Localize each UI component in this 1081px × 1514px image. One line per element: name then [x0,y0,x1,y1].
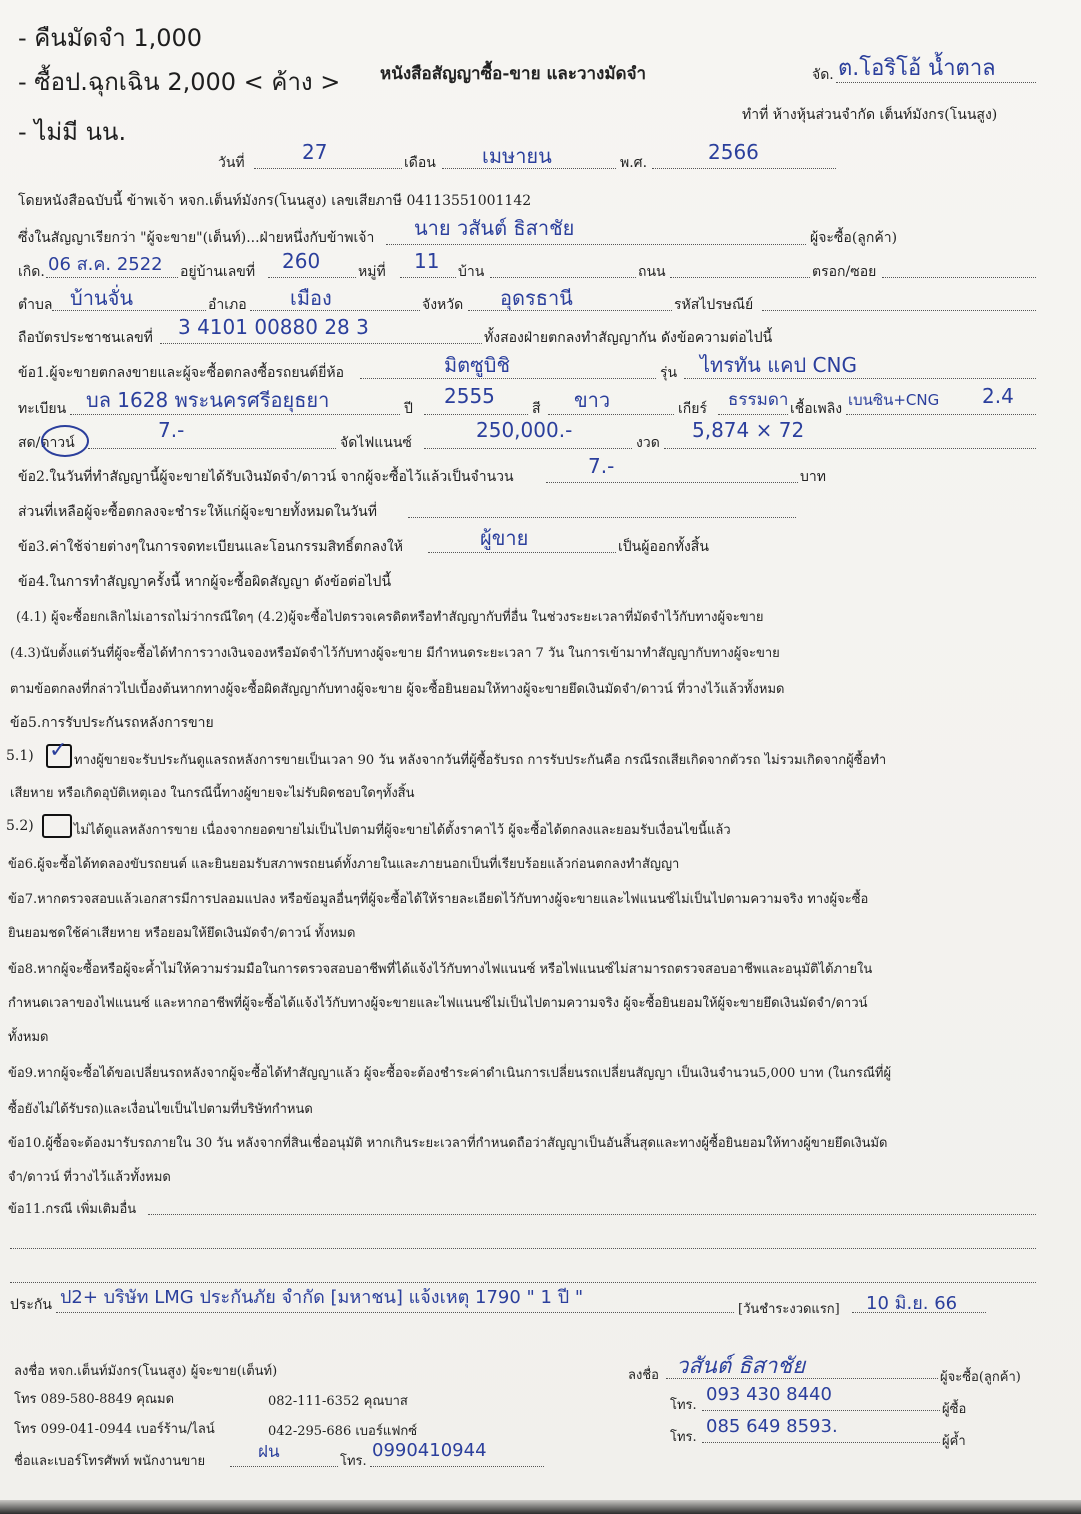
postal-line [762,310,1036,311]
cash-label: สด/ดาวน์ [18,435,75,451]
sales-name-line [230,1466,338,1467]
guarantor-tel-line [702,1442,940,1443]
seller-phone-3: โทร 099-041-0944 เบอร์ร้าน/ไลน์ [14,1422,215,1437]
note-line-3: - ไม่มี นน. [18,118,127,146]
house-value: 260 [282,249,321,273]
id-label: ถือบัตรประชาชนเลขที่ [18,330,153,346]
tambon-value: บ้านจั่น [70,286,133,310]
intro-line-1: โดยหนังสือฉบับนี้ ข้าพเจ้า หจก.เต็นท์มังกร(โนนสูง) เลขเสียภาษี 04113551001142 [18,193,532,209]
clause9-line-1: ข้อ9.หากผู้จะซื้อได้ขอเปลี่ยนรถหลังจากผู้จะซื้อได้ทำสัญญาแล้ว ผู้จะซื้อจะต้องชำระค่าดำเนินการเปลี่ยนรถเปลี่ยนสัญญา เป็นเงินจำนวน5,000 บาท (ในกรณีที่ผู้ [8,1066,892,1081]
moo-value: 11 [414,249,440,273]
intro-line-2-prefix: ซึ่งในสัญญาเรียกว่า "ผู้จะขาย"(เต็นท์)...ฝ่ายหนึ่งกับข้าพเจ้า [18,230,375,246]
village-label: บ้าน [458,264,485,280]
clause2-date-line [408,517,796,518]
clause10-line-1: ข้อ10.ผู้ซื้อจะต้องมารับรถภายใน 30 วัน หลังจากที่สินเชื่ออนุมัติ หากเกินระยะเวลาที่กำหนดถือว่าสัญญาเป็นอันสิ้นสุดและทางผู้ซื้อยินยอมให้ทางผู้ขายยึดเงินมัด [8,1136,888,1151]
amphoe-value: เมือง [290,286,332,310]
warranty-checkmark-icon: ✓ [49,738,68,763]
first-due-value: 10 มิ.ย. 66 [866,1293,958,1314]
buyer-role: ผู้จะซื้อ(ลูกค้า) [940,1370,1021,1385]
buyer-tel-role: ผู้ซื้อ [942,1402,967,1417]
install-line [664,448,1036,449]
fuel-label: เชื้อเพลิง [790,401,843,417]
model-value: ไทรทัน แคป CNG [700,353,857,377]
color-label: สี [532,401,541,417]
date-year-line [652,168,836,169]
finance-line [424,448,632,449]
clause6: ข้อ6.ผู้จะซื้อได้ทดลองขับรถยนต์ และยินยอมรับสภาพรถยนต์ทั้งภายในและภายนอกเป็นที่เรียบร้อยแล้วก่อนตกลงทำสัญญา [8,857,680,872]
clause3-prefix: ข้อ3.ค่าใช้จ่ายต่างๆในการจดทะเบียนและโอนกรรมสิทธิ์ตกลงให้ [18,539,403,555]
amphoe-label: อำเภอ [208,297,247,313]
clause5-option1-num: 5.1) [6,748,34,764]
date-month-label: เดือน [404,155,436,171]
model-label: รุ่น [660,365,678,381]
postal-label: รหัสไปรษณีย์ [674,297,754,313]
insurance-line [56,1312,734,1313]
note-line-2: - ซื้อป.ฉุกเฉิน 2,000 < ค้าง > [18,68,341,96]
amphoe-line [250,310,420,311]
clause11-line-1 [148,1214,1036,1215]
cash-line [88,448,336,449]
year-line [424,414,528,415]
id-line [160,343,482,344]
color-value: ขาว [574,388,611,412]
road-label: ถนน [638,264,666,280]
reg-value: บล 1628 พระนครศรีอยุธยา [86,388,330,412]
buyer-name-value: นาย วสันต์ ธิสาชัย [414,216,575,240]
clause5-option2-text: ไม่ได้ดูแลหลังการขาย เนื่องจากยอดขายไม่เป็นไปตามที่ผู้จะขายได้ตั้งราคาไว้ ผู้จะซื้อได้ตกลงและยอมรับเงื่อนไขนี้แล้ว [74,823,731,838]
down-circle-mark [41,425,89,457]
brand-value: มิตซูบิชิ [444,353,511,377]
province-value: อุดรธานี [500,286,573,310]
birth-label: เกิด. [18,264,45,280]
clause1-label: ข้อ1.ผู้จะขายตกลงขายและผู้จะซื้อตกลงซื้อรถยนต์ยี่ห้อ [18,365,345,381]
color-line [548,414,674,415]
gear-line [718,414,788,415]
sales-tel-label: โทร. [340,1454,367,1469]
clause10-line-2: จำ/ดาวน์ ที่วางไว้แล้วทั้งหมด [8,1170,171,1185]
buyer-signature: วสันต์ ธิสาชัย [676,1354,806,1379]
engine-value: 2.4 [982,384,1014,408]
gear-label: เกียร์ [678,401,707,417]
clause4-line-3: ตามข้อตกลงที่กล่าวไปเบื้องต้นหากทางผู้จะซื้อผิดสัญญากับทางผู้จะขาย ผู้จะซื้อยินยอมให้ทางผู้จะขายยึดเงินมัดจำ/ดาวน์ ที่วางไว้แล้วทั้งหมด [10,682,785,697]
clause8-line-1: ข้อ8.หากผู้จะซื้อหรือผู้จะค้ำไม่ให้ความร่วมมือในการตรวจสอบอาชีพที่ได้แจ้งไว้กับทางไฟแนนซ์ หรือไฟแนนซ์ไม่สามารถตรวจสอบอาชีพและอนุมัติได้ภายใน [8,962,873,977]
place-text: ทำที่ ห้างหุ้นส่วนจำกัด เต็นท์มังกร(โนนสูง) [742,107,998,123]
tambon-label: ตำบล [18,297,53,313]
sales-staff-label: ชื่อและเบอร์โทรศัพท์ พนักงานขาย [14,1454,206,1469]
soi-line [882,277,1036,278]
guarantor-tel-label: โทร. [670,1430,697,1445]
clause5-option1-text-2: เสียหาย หรือเกิดอุบัติเหตุเอง ในกรณีนี้ทางผู้ขายจะไม่รับผิดชอบใดๆทั้งสิ้น [10,786,415,801]
page-bottom-edge [0,1500,1081,1514]
year-label: ปี [404,401,413,417]
clause5-title: ข้อ5.การรับประกันรถหลังการขาย [10,715,214,731]
buyer-tel-label: โทร. [670,1398,697,1413]
note-line-1: - คืนมัดจำ 1,000 [18,24,203,52]
seller-sign-label: ลงชื่อ หจก.เต็นท์มังกร(โนนสูง) ผู้จะขาย(เต็นท์) [14,1364,278,1379]
date-day-label: วันที่ [218,155,245,171]
date-day-value: 27 [302,140,328,164]
moo-label: หมู่ที่ [358,264,386,280]
birth-value: 06 ส.ค. 2522 [48,254,163,275]
clause2-amount-line [546,482,798,483]
intro-line-2-suffix: ผู้จะซื้อ(ลูกค้า) [810,230,898,246]
buyer-name-line [386,244,806,245]
buyer-sign-label: ลงชื่อ [628,1368,659,1383]
soi-label: ตรอก/ซอย [812,264,877,280]
insurance-label: ประกัน [10,1297,52,1313]
guarantor-role: ผู้ค้ำ [942,1434,966,1449]
road-line [670,277,810,278]
sales-tel-line [370,1466,544,1467]
first-due-label: [วันชำระงวดแรก] [738,1302,840,1317]
made-for-label: จัด. [812,67,834,83]
id-suffix: ทั้งสองฝ่ายตกลงทำสัญญากัน ดังข้อความต่อไปนี้ [484,330,773,346]
house-label: อยู่บ้านเลขที่ [180,264,256,280]
fuel-value: เบนซิน+CNG [848,391,940,409]
year-value: 2555 [444,384,495,408]
clause2-unit: บาท [800,469,826,485]
clause7-line-2: ยินยอมชดใช้ค่าเสียหาย หรือยอมให้ยึดเงินมัดจำ/ดาวน์ ทั้งหมด [8,926,356,941]
clause4-line-2: (4.3)นับตั้งแต่วันที่ผู้จะซื้อได้ทำการวางเงินจองหรือมัดจำไว้กับทางผู้จะขาย มีกำหนดระยะเวลา 7 วัน ในการเข้ามาทำสัญญากับทางผู้จะขาย [10,646,780,661]
made-for-value: ต.โอริโอ้ น้ำตาล [838,56,996,81]
clause7-line-1: ข้อ7.หากตรวจสอบแล้วเอกสารมีการปลอมแปลง หรือข้อมูลอื่นๆที่ผู้จะซื้อได้ให้รายละเอียดไว้กับทางผู้จะขายและไฟแนนซ์ไม่เป็นไปตามความจริง ทางผู้จะซื้อ [8,892,869,907]
gear-value: ธรรมดา [728,390,789,410]
document-title: หนังสือสัญญาซื้อ-ขาย และวางมัดจำ [380,64,647,84]
date-month-value: เมษายน [482,144,552,168]
moo-line [400,277,456,278]
clause8-line-3: ทั้งหมด [8,1030,49,1045]
clause11-line-2 [10,1248,1036,1249]
finance-value: 250,000.- [476,418,573,442]
buyer-tel-value: 093 430 8440 [706,1384,832,1405]
clause3-value: ผู้ขาย [480,526,529,550]
clause3-suffix: เป็นผู้ออกทั้งสิ้น [618,539,709,555]
date-year-value: 2566 [708,140,759,164]
clause11-label: ข้อ11.กรณี เพิ่มเติมอื่น [8,1202,137,1217]
seller-fax: 042-295-686 เบอร์แฟกซ์ [268,1424,418,1439]
clause5-option1-text: ทางผู้ขายจะรับประกันดูแลรถหลังการขายเป็นเวลา 90 วัน หลังจากวันที่ผู้ซื้อรับรถ การรับประกันคือ กรณีรถเสียเกิดจากตัวรถ ไม่รวมเกิดจากผู้ซื้อทำ [74,753,887,768]
id-value: 3 4101 00880 28 3 [178,315,369,339]
clause2-line-1: ข้อ2.ในวันที่ทำสัญญานี้ผู้จะขายได้รับเงินมัดจำ/ดาวน์ จากผู้จะซื้อไว้แล้วเป็นจำนวน [18,469,514,485]
province-label: จังหวัด [422,297,464,313]
village-line [490,277,636,278]
install-label: งวด [636,435,660,451]
install-value: 5,874 × 72 [692,418,805,442]
clause4-title: ข้อ4.ในการทำสัญญาครั้งนี้ หากผู้จะซื้อผิดสัญญา ดังข้อต่อไปนี้ [18,574,392,590]
buyer-tel-line [702,1410,940,1411]
clause8-line-2: กำหนดเวลาของไฟแนนซ์ และหากอาชีพที่ผู้จะซื้อได้แจ้งไว้กับทางผู้จะขายและไฟแนนซ์ไม่เป็นไปตามความจริง ผู้จะซื้อยินยอมให้ผู้จะขายยึดเงินมัดจำ/ดาวน์ [8,996,868,1011]
finance-label: จัดไฟแนนซ์ [340,435,412,451]
house-line [268,277,356,278]
date-year-label: พ.ศ. [620,155,648,171]
clause9-line-2: ซื้อยังไม่ได้รับรถ)และเงื่อนไขเป็นไปตามที่บริษัทกำหนด [8,1102,313,1117]
clause2-amount: 7.- [588,454,615,478]
insurance-value: ป2+ บริษัท LMG ประกันภัย จำกัด [มหาชน] แจ้งเหตุ 1790 " 1 ปี " [60,1287,584,1308]
cash-value: 7.- [158,418,185,442]
guarantor-tel-value: 085 649 8593. [706,1416,838,1437]
clause5-option2-num: 5.2) [6,818,34,834]
seller-phone-1: โทร 089-580-8849 คุณมด [14,1392,175,1407]
sales-name-value: ฝน [258,1442,280,1462]
clause4-line-1: (4.1) ผู้จะซื้อยกเลิกไม่เอารถไม่ว่ากรณีใดๆ (4.2)ผู้จะซื้อไปตรวจเครดิตหรือทำสัญญากับที่อื่น ในช่วงระยะเวลาที่มัดจำไว้กับทางผู้จะขาย [16,610,764,625]
sales-tel-value: 0990410944 [372,1440,487,1461]
date-day-line [254,168,402,169]
reg-label: ทะเบียน [18,401,67,417]
fuel-line [846,414,1036,415]
clause2-line-2: ส่วนที่เหลือผู้จะซื้อตกลงจะชำระให้แก่ผู้จะขายทั้งหมดในวันที่ [18,504,377,520]
made-for-line [836,82,1036,83]
no-warranty-checkbox[interactable] [42,814,72,838]
seller-phone-2: 082-111-6352 คุณบาส [268,1394,408,1409]
